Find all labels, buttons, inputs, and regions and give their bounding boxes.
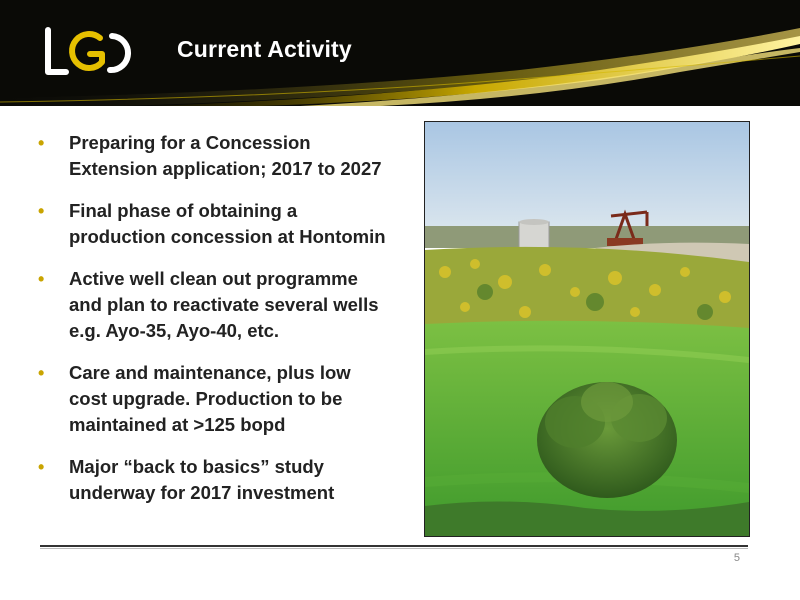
bullet-icon: • [38, 133, 45, 153]
bullet-text: Major “back to basics” study [69, 456, 324, 477]
bullet-text: Care and maintenance, plus low [69, 362, 351, 383]
bullet-text: Active well clean out programme [69, 268, 358, 289]
bullet-icon: • [38, 269, 45, 289]
bullet-list [36, 130, 420, 522]
footer-divider-thin [40, 548, 748, 549]
bullet-item [36, 360, 420, 438]
bullet-text: production concession at Hontomin [69, 226, 386, 247]
oilfield-landscape-photo [424, 121, 750, 537]
page-number: 5 [733, 552, 740, 564]
bullet-item [36, 266, 420, 344]
bullet-icon: • [38, 363, 45, 383]
bullet-item [36, 198, 420, 250]
bullet-text: cost upgrade. Production to be [69, 388, 343, 409]
bullet-text: Preparing for a Concession [69, 132, 311, 153]
bullet-item [36, 454, 420, 506]
bullet-text: and plan to reactivate several wells [69, 294, 379, 315]
footer-divider [40, 545, 748, 547]
bullet-item [36, 130, 420, 182]
bullet-icon: • [38, 457, 45, 477]
bullet-text: Extension application; 2017 to 2027 [69, 158, 382, 179]
slide-header [0, 0, 800, 106]
bullet-icon: • [38, 201, 45, 221]
lgo-logo [44, 24, 136, 80]
slide-title: Current Activity [177, 36, 352, 62]
bullet-text: e.g. Ayo-35, Ayo-40, etc. [69, 320, 280, 341]
bullet-text: maintained at >125 bopd [69, 414, 286, 435]
bullet-text: underway for 2017 investment [69, 482, 335, 503]
bullet-text: Final phase of obtaining a [69, 200, 298, 221]
